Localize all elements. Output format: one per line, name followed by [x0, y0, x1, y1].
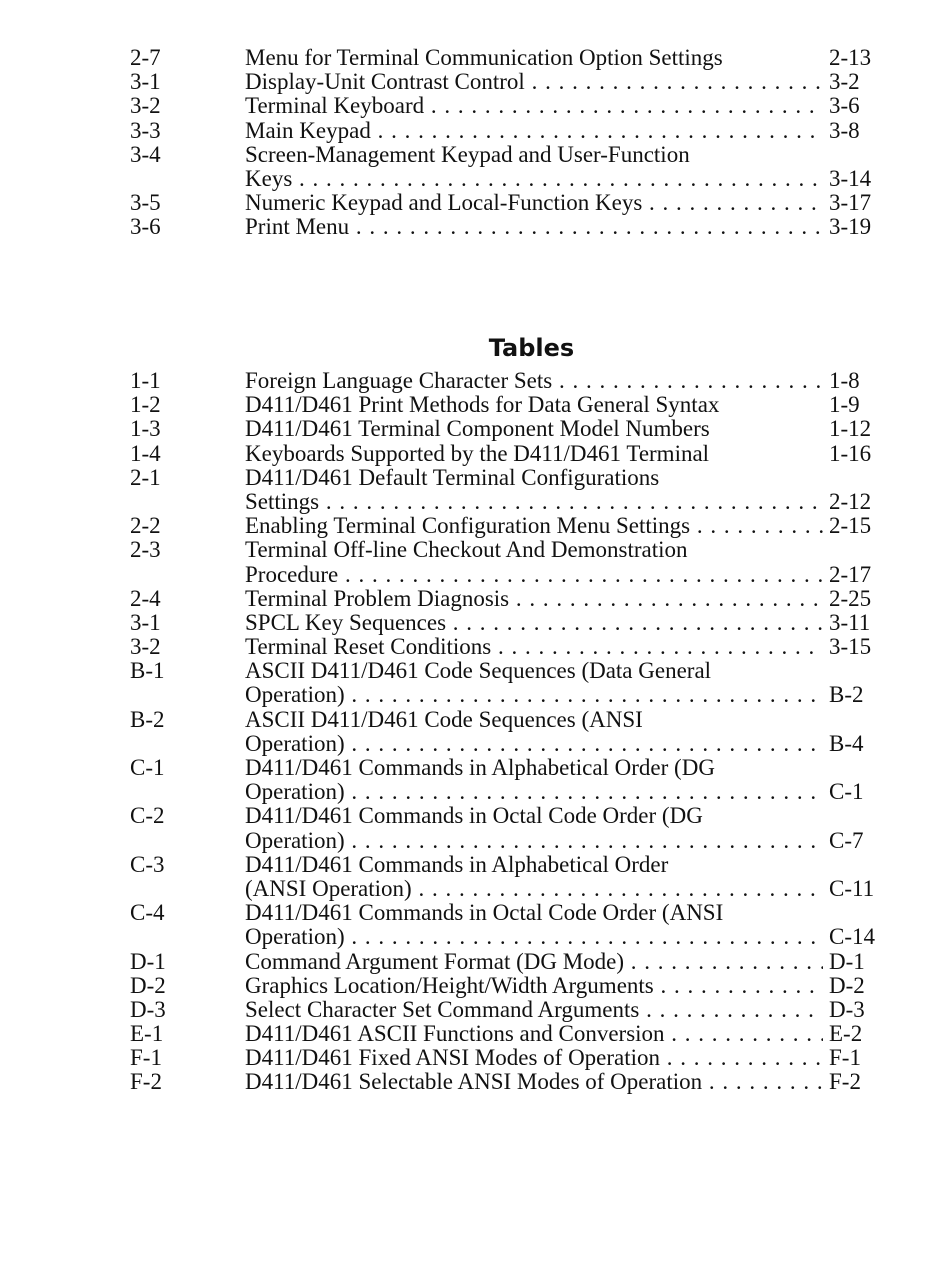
figure-entry-title: Main Keypad . . . — [245, 119, 823, 143]
table-entry-number: D-1 — [130, 948, 166, 974]
table-entry-title: D411/D461 Terminal Component Model Numbers — [245, 416, 710, 442]
figure-entry-number: 3-3 — [130, 117, 161, 143]
table-entry-title: D411/D461 Commands in Alphabetical Order — [245, 851, 669, 877]
table-entry — [0, 587, 950, 611]
table-entry — [0, 1046, 950, 1070]
table-entry-page: 2-15 — [829, 513, 872, 539]
table-entry — [0, 393, 950, 417]
figure-entry-title: Numeric Keypad and Local-Function Keys . . . — [245, 191, 823, 215]
table-entry-number: C-3 — [130, 851, 165, 877]
figure-entry-number: 3-5 — [130, 190, 161, 216]
table-entry — [0, 611, 950, 635]
table-entry-line — [0, 1046, 950, 1070]
table-entry-number: 3-2 — [130, 634, 161, 660]
figure-entry-number: 2-7 — [130, 45, 161, 70]
table-entry-number: 1-4 — [130, 440, 161, 466]
table-entry-line — [0, 708, 950, 732]
table-entry-page: D-1 — [829, 948, 865, 974]
table-entry-page: E-2 — [829, 1021, 863, 1047]
table-entry-line — [0, 732, 950, 756]
figure-entry-number: 3-4 — [130, 141, 161, 167]
table-entry-number: 2-1 — [130, 464, 161, 490]
table-entry-line — [0, 1022, 950, 1046]
figure-entry-page: 3-14 — [829, 165, 872, 191]
figure-entry-title: Print Menu . . . — [245, 215, 823, 239]
figure-entry-line — [0, 119, 950, 143]
table-entry-number: 1-3 — [130, 416, 161, 442]
figure-entry — [0, 46, 950, 70]
table-entry-title: ASCII D411/D461 Code Sequences (Data General — [245, 658, 712, 684]
table-entry — [0, 708, 950, 756]
table-entry-page: C-1 — [829, 779, 864, 805]
table-entry-title: Keyboards Supported by the D411/D461 Terminal — [245, 440, 710, 466]
figure-entry-line — [0, 46, 950, 70]
table-entry — [0, 901, 950, 949]
figure-entry-page: 3-6 — [829, 93, 860, 119]
table-entry-page: D-2 — [829, 972, 865, 998]
table-entry-line — [0, 538, 950, 562]
table-entry — [0, 804, 950, 852]
table-entry — [0, 466, 950, 514]
table-entry-line — [0, 417, 950, 441]
table-entry-number: 2-4 — [130, 585, 161, 611]
table-entry-title: D411/D461 Default Terminal Configurations — [245, 464, 660, 490]
table-entry-page: F-2 — [829, 1069, 861, 1095]
table-entry-number: B-1 — [130, 658, 165, 684]
table-entry — [0, 635, 950, 659]
figure-entry-title: Menu for Terminal Communication Option Settings — [245, 45, 723, 70]
table-entry — [0, 998, 950, 1022]
figure-entry-line — [0, 94, 950, 118]
figure-entry — [0, 94, 950, 118]
figure-entry-page: 3-19 — [829, 214, 872, 240]
table-entry-title: D411/D461 Fixed ANSI Modes of Operation . . . — [245, 1046, 823, 1070]
table-entry-line — [0, 683, 950, 707]
figure-entry — [0, 119, 950, 143]
table-entry-title: D411/D461 ASCII Functions and Conversion . . . — [245, 1022, 823, 1046]
table-entry-page: B-4 — [829, 730, 864, 756]
table-entry-number: F-1 — [130, 1045, 162, 1071]
table-entry-page: 2-17 — [829, 561, 872, 587]
table-entry-number: 2-3 — [130, 537, 161, 563]
table-entry-line — [0, 829, 950, 853]
table-entry-page: F-1 — [829, 1045, 861, 1071]
figure-entry-number: 3-6 — [130, 214, 161, 240]
table-entry-line — [0, 780, 950, 804]
figure-entry — [0, 70, 950, 94]
table-entry-title: Terminal Problem Diagnosis . . . — [245, 587, 823, 611]
table-entry-title: D411/D461 Selectable ANSI Modes of Operation . . . — [245, 1070, 823, 1094]
table-entry-number: 1-1 — [130, 368, 161, 393]
figure-entry-page: 2-13 — [829, 45, 872, 70]
table-entry-title: D411/D461 Print Methods for Data General Syntax — [245, 392, 720, 418]
table-entry-page: C-7 — [829, 827, 864, 853]
figure-entry — [0, 143, 950, 191]
table-entry-line — [0, 853, 950, 877]
table-entry-title: D411/D461 Commands in Alphabetical Order (DG — [245, 755, 715, 780]
table-entry-page: 2-12 — [829, 488, 872, 514]
figure-entry-title: Screen-Management Keypad and User-Function — [245, 141, 690, 167]
table-entry-title: Operation) . . . — [245, 732, 823, 756]
table-entry-page: 2-25 — [829, 585, 872, 611]
tables-heading: Tables — [488, 333, 575, 362]
table-entry-number: C-1 — [130, 755, 165, 780]
table-entry-title: Command Argument Format (DG Mode) . . . — [245, 950, 823, 974]
table-entry-title: Enabling Terminal Configuration Menu Settings . . . — [245, 514, 823, 538]
table-entry-number: 3-1 — [130, 609, 161, 635]
table-entry-page: C-11 — [829, 875, 875, 901]
table-entry-line — [0, 563, 950, 587]
table-entry-title: Foreign Language Character Sets . . . — [245, 369, 823, 393]
table-entry-number: C-2 — [130, 803, 165, 829]
table-entry-line — [0, 804, 950, 828]
table-entry-number: F-2 — [130, 1069, 162, 1095]
table-entry — [0, 853, 950, 901]
table-entry-line — [0, 901, 950, 925]
figure-entry-number: 3-1 — [130, 69, 161, 95]
figure-entry-line — [0, 215, 950, 239]
table-entry-title: SPCL Key Sequences . . . — [245, 611, 823, 635]
tables-list — [0, 369, 950, 1095]
table-entry-page: D-3 — [829, 996, 865, 1022]
table-entry-page: B-2 — [829, 682, 864, 708]
table-entry — [0, 514, 950, 538]
figure-entry-line — [0, 143, 950, 167]
table-entry-page: 3-15 — [829, 634, 872, 660]
table-entry-title: Settings . . . — [245, 490, 823, 514]
table-entry — [0, 1070, 950, 1094]
table-entry — [0, 1022, 950, 1046]
table-entry-title: (ANSI Operation) . . . — [245, 877, 823, 901]
table-entry — [0, 756, 950, 804]
table-entry — [0, 369, 950, 393]
table-entry-page: 1-9 — [829, 392, 860, 418]
figure-entry — [0, 215, 950, 239]
figure-entry-title: Keys . . . — [245, 167, 823, 191]
table-entry-line — [0, 756, 950, 780]
table-entry — [0, 659, 950, 707]
figure-entry-page: 3-8 — [829, 117, 860, 143]
table-entry-line — [0, 659, 950, 683]
table-entry-title: Operation) . . . — [245, 829, 823, 853]
table-entry-line — [0, 514, 950, 538]
table-entry-number: 2-2 — [130, 513, 161, 539]
table-entry-title: Graphics Location/Height/Width Arguments . . . — [245, 974, 823, 998]
table-entry — [0, 538, 950, 586]
table-entry-title: D411/D461 Commands in Octal Code Order (ANSI — [245, 900, 724, 926]
table-entry-page: C-14 — [829, 924, 875, 950]
table-entry-number: 1-2 — [130, 392, 161, 418]
figure-entry-title: Display-Unit Contrast Control . . . — [245, 70, 823, 94]
table-entry-page: 1-16 — [829, 440, 872, 466]
table-entry — [0, 950, 950, 974]
table-entry-title: Terminal Off-line Checkout And Demonstration — [245, 537, 688, 563]
table-entry-title: ASCII D411/D461 Code Sequences (ANSI — [245, 706, 643, 732]
table-entry-line — [0, 442, 950, 466]
table-entry-number: B-2 — [130, 706, 165, 732]
table-entry-line — [0, 587, 950, 611]
table-entry-title: Select Character Set Command Arguments . . . — [245, 998, 823, 1022]
table-entry-line — [0, 1070, 950, 1094]
table-entry-line — [0, 925, 950, 949]
figure-entry-line — [0, 70, 950, 94]
figure-entry-line — [0, 191, 950, 215]
table-entry — [0, 442, 950, 466]
table-entry-line — [0, 466, 950, 490]
table-entry-title: Operation) . . . — [245, 925, 823, 949]
table-entry-title: Operation) . . . — [245, 780, 823, 804]
figure-entry-line — [0, 167, 950, 191]
figure-entry-number: 3-2 — [130, 93, 161, 119]
table-entry-line — [0, 998, 950, 1022]
table-entry-number: D-2 — [130, 972, 166, 998]
table-entry-number: D-3 — [130, 996, 166, 1022]
table-entry-title: Procedure . . . — [245, 563, 823, 587]
table-entry — [0, 417, 950, 441]
table-entry-page: 1-12 — [829, 416, 872, 442]
table-entry-title: D411/D461 Commands in Octal Code Order (DG — [245, 803, 703, 829]
table-entry-line — [0, 950, 950, 974]
table-entry-line — [0, 635, 950, 659]
table-entry-line — [0, 490, 950, 514]
table-entry-line — [0, 369, 950, 393]
table-entry-line — [0, 974, 950, 998]
table-entry-page: 3-11 — [829, 609, 871, 635]
table-entry-page: 1-8 — [829, 368, 860, 393]
table-entry-number: E-1 — [130, 1021, 164, 1047]
table-entry — [0, 974, 950, 998]
table-entry-line — [0, 877, 950, 901]
figure-entry — [0, 191, 950, 215]
figures-list — [0, 46, 950, 240]
table-entry-title: Operation) . . . — [245, 683, 823, 707]
figure-entry-title: Terminal Keyboard . . . — [245, 94, 823, 118]
table-entry-line — [0, 611, 950, 635]
figure-entry-page: 3-17 — [829, 190, 872, 216]
table-entry-title: Terminal Reset Conditions . . . — [245, 635, 823, 659]
table-entry-number: C-4 — [130, 900, 165, 926]
table-entry-line — [0, 393, 950, 417]
figure-entry-page: 3-2 — [829, 69, 860, 95]
